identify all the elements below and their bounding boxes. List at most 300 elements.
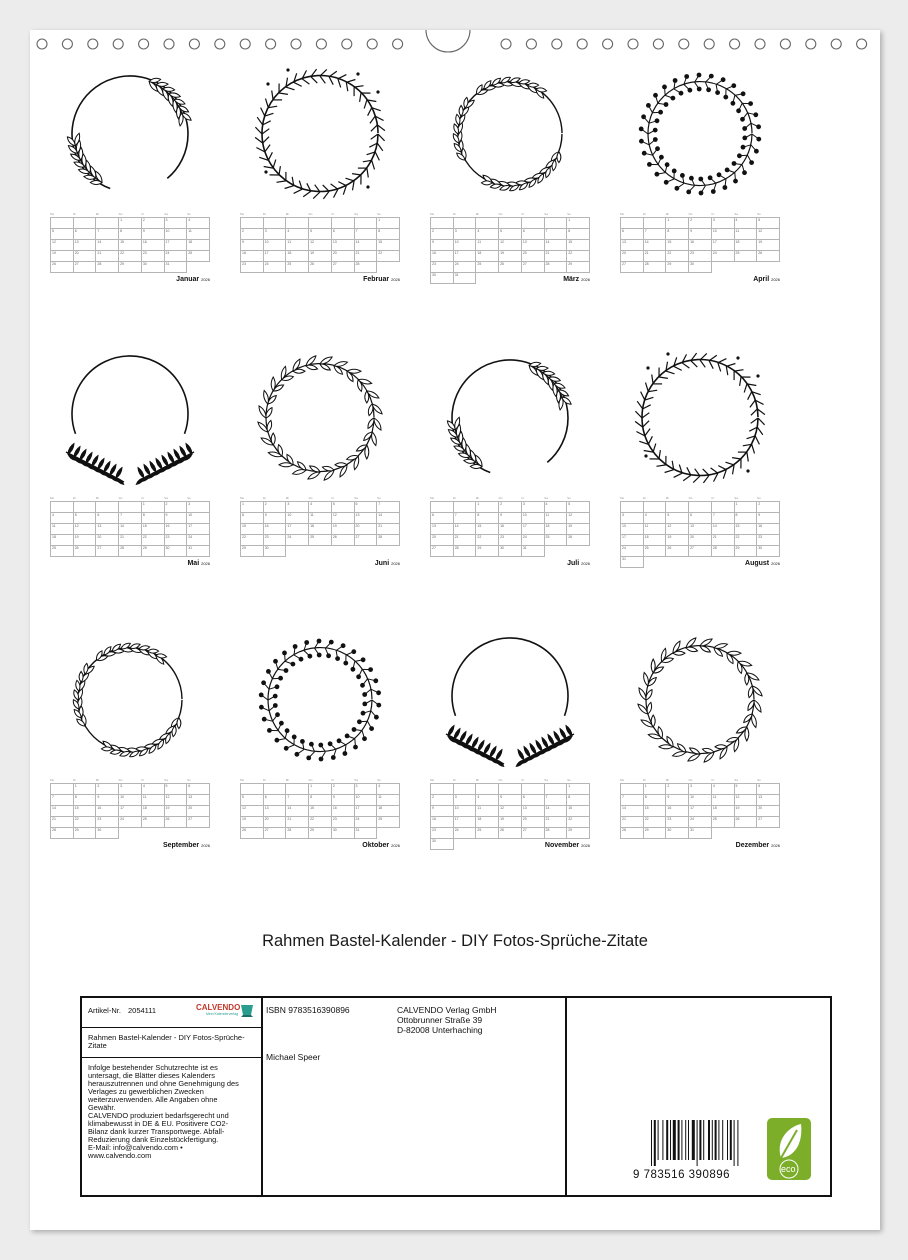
day-cell: 14 [643, 240, 666, 251]
legal-text [82, 1058, 261, 1160]
weekday-header [430, 212, 590, 217]
day-cell: 18 [309, 524, 332, 535]
weekday-label: Do [308, 778, 313, 782]
day-cell: 14 [544, 240, 567, 251]
day-cell: 17 [711, 240, 734, 251]
day-cell: 14 [377, 513, 400, 524]
day-cell: 8 [141, 513, 164, 524]
month-label [176, 276, 210, 283]
day-cell: 7 [621, 795, 644, 806]
day-cell: 24 [187, 535, 210, 546]
week-row [431, 262, 590, 273]
day-cell: 28 [643, 262, 666, 273]
month-grid [50, 212, 210, 273]
day-cell: 10 [286, 513, 309, 524]
day-cell: 23 [241, 262, 264, 273]
day-cell: 22 [141, 535, 164, 546]
binding-hole [342, 39, 352, 49]
calendar-title: Rahmen Bastel-Kalender - DIY Fotos-Sprüche-Zitate [262, 932, 648, 950]
day-cell: 4 [544, 502, 567, 513]
binding-hole [316, 39, 326, 49]
publisher-line: Ottobrunner Straße 39 [397, 1015, 483, 1025]
day-cell: 31 [689, 828, 712, 839]
month-label [736, 842, 780, 849]
day-cell: 4 [187, 218, 210, 229]
week-row [621, 535, 780, 546]
day-cell: 19 [666, 535, 689, 546]
week-row [51, 828, 210, 839]
day-cell: 12 [331, 513, 354, 524]
day-cell: 11 [141, 795, 164, 806]
day-cell: 5 [757, 218, 780, 229]
day-cell: 7 [96, 229, 119, 240]
month-label [375, 560, 400, 567]
day-cell: 22 [241, 535, 264, 546]
day-cell: 20 [757, 806, 780, 817]
week-row [621, 546, 780, 557]
weekday-label: Sa [544, 496, 548, 500]
day-cell: 14 [96, 240, 119, 251]
week-row [431, 218, 590, 229]
day-cell: 13 [621, 240, 644, 251]
legal-line: CALVENDO produziert bedarfsgerecht und [88, 1111, 229, 1120]
day-cell: 1 [73, 784, 96, 795]
day-cell [499, 218, 522, 229]
binding-hole [266, 39, 276, 49]
week-row [51, 784, 210, 795]
weekday-label: Mi [475, 212, 479, 216]
day-cell: 30 [431, 273, 454, 284]
day-cell: 19 [309, 251, 332, 262]
month-grid [430, 212, 590, 284]
legal-line: Bilanz dank kurzer Transportwege. Abfall- [88, 1127, 225, 1136]
day-cell: 16 [241, 251, 264, 262]
empty-cell [476, 839, 499, 850]
weekday-label: Mi [285, 212, 289, 216]
day-cell: 12 [499, 240, 522, 251]
weekday-label: Mo [50, 496, 55, 500]
week-row [241, 535, 400, 546]
empty-cell [734, 262, 757, 273]
day-cell: 30 [263, 546, 286, 557]
empty-cell [187, 262, 210, 273]
binding-hole [831, 39, 841, 49]
week-row [51, 502, 210, 513]
day-cell: 30 [499, 546, 522, 557]
month-8 [620, 346, 780, 581]
day-cell: 19 [73, 535, 96, 546]
day-cell: 12 [73, 524, 96, 535]
month-name: Februar [363, 276, 390, 283]
day-cell: 14 [354, 240, 377, 251]
week-row [621, 218, 780, 229]
day-cell: 26 [666, 546, 689, 557]
day-cell: 12 [734, 795, 757, 806]
day-cell: 23 [141, 251, 164, 262]
binding-hole [857, 39, 867, 49]
day-cell [711, 502, 734, 513]
barcode-bar [718, 1120, 719, 1160]
weekday-label: Fr [711, 496, 715, 500]
barcode-bar [654, 1120, 656, 1166]
day-cell: 29 [643, 828, 666, 839]
week-row [621, 817, 780, 828]
week-row [51, 795, 210, 806]
day-cell [453, 218, 476, 229]
day-cell: 4 [286, 229, 309, 240]
day-cell: 26 [309, 262, 332, 273]
binding-hole [37, 39, 47, 49]
day-cell: 16 [757, 524, 780, 535]
weekday-header [50, 212, 210, 217]
day-cell: 3 [689, 784, 712, 795]
day-cell: 18 [286, 251, 309, 262]
day-cell: 22 [119, 251, 142, 262]
day-cell: 28 [119, 546, 142, 557]
month-grid [50, 778, 210, 839]
weekday-label: Di [262, 212, 266, 216]
day-cell: 28 [544, 828, 567, 839]
barcode-bar [722, 1120, 723, 1160]
day-cell: 24 [621, 546, 644, 557]
weekday-label: Di [72, 778, 76, 782]
month-year: 2026 [771, 277, 780, 282]
day-cell: 6 [187, 784, 210, 795]
day-cell: 29 [476, 546, 499, 557]
binding-hole [730, 39, 740, 49]
day-cell [431, 502, 454, 513]
calvendo-logo-text: CALVENDO [196, 1003, 241, 1012]
day-cell: 16 [431, 251, 454, 262]
day-cell: 9 [141, 229, 164, 240]
month-name: Juli [567, 560, 580, 567]
day-cell: 1 [377, 218, 400, 229]
barcode-bar [670, 1120, 671, 1160]
day-cell: 27 [73, 262, 96, 273]
day-cell: 9 [499, 513, 522, 524]
day-cell: 17 [263, 251, 286, 262]
weekday-header [620, 778, 780, 783]
day-cell: 3 [453, 229, 476, 240]
month-12 [620, 628, 780, 863]
day-cell: 20 [689, 535, 712, 546]
weekday-label: Fr [521, 778, 525, 782]
weekday-label: Sa [734, 778, 738, 782]
day-cell [453, 784, 476, 795]
day-cell: 31 [354, 828, 377, 839]
weekday-label: Mo [240, 496, 245, 500]
day-cell: 26 [734, 817, 757, 828]
binding-hole [526, 39, 536, 49]
day-cell: 14 [711, 524, 734, 535]
day-cell: 18 [377, 806, 400, 817]
day-cell: 3 [164, 218, 187, 229]
day-cell: 19 [241, 817, 264, 828]
day-cell [263, 784, 286, 795]
weekday-label: Mi [95, 212, 99, 216]
day-cell: 19 [51, 251, 74, 262]
day-cell: 7 [711, 513, 734, 524]
week-row [431, 806, 590, 817]
weekday-label: Di [642, 778, 646, 782]
weekday-label: Mo [430, 778, 435, 782]
week-row [431, 502, 590, 513]
wreath-leaf-three [58, 628, 202, 772]
wreath-berry-ring [248, 628, 392, 772]
day-cell: 21 [453, 535, 476, 546]
month-grid [620, 778, 780, 839]
binding-hole [653, 39, 663, 49]
day-table [620, 217, 780, 273]
weekday-label: Fr [141, 496, 145, 500]
week-row [241, 524, 400, 535]
barcode-bar [688, 1120, 689, 1160]
barcode-bar [685, 1120, 686, 1160]
day-cell: 17 [621, 535, 644, 546]
info-column-barcode [567, 998, 830, 1195]
weekday-label: So [377, 212, 381, 216]
day-cell: 21 [544, 817, 567, 828]
day-cell: 19 [164, 806, 187, 817]
weekday-label: Mi [95, 496, 99, 500]
barcode [651, 1120, 745, 1166]
day-cell: 4 [141, 784, 164, 795]
day-cell: 10 [164, 229, 187, 240]
day-cell: 7 [354, 229, 377, 240]
day-cell: 29 [119, 262, 142, 273]
month-label [753, 276, 780, 283]
week-row [621, 795, 780, 806]
weekday-label: Fr [141, 778, 145, 782]
month-7 [430, 346, 590, 581]
month-year: 2026 [581, 843, 590, 848]
day-cell: 31 [453, 273, 476, 284]
day-cell [431, 784, 454, 795]
day-cell: 5 [241, 795, 264, 806]
day-cell: 26 [567, 535, 590, 546]
day-cell [476, 784, 499, 795]
weekday-label: Do [308, 212, 313, 216]
day-cell: 4 [309, 502, 332, 513]
week-row [431, 535, 590, 546]
weekday-label: Sa [354, 212, 358, 216]
empty-cell [354, 546, 377, 557]
barcode-bar [715, 1120, 717, 1160]
empty-cell [377, 262, 400, 273]
day-cell: 30 [164, 546, 187, 557]
weekday-header [240, 496, 400, 501]
weekday-label: Fr [521, 496, 525, 500]
day-cell: 18 [476, 817, 499, 828]
day-cell: 12 [309, 240, 332, 251]
empty-cell [453, 839, 476, 850]
day-cell: 31 [164, 262, 187, 273]
day-cell: 30 [431, 839, 454, 850]
empty-cell [476, 273, 499, 284]
day-cell: 3 [453, 795, 476, 806]
publisher-line: D-82008 Unterhaching [397, 1025, 483, 1035]
empty-cell [757, 828, 780, 839]
eco-badge [767, 1118, 811, 1180]
day-cell: 24 [164, 251, 187, 262]
weekday-header [50, 778, 210, 783]
day-cell: 24 [521, 535, 544, 546]
barcode-bar [699, 1120, 701, 1160]
day-table [50, 783, 210, 839]
day-cell: 11 [309, 513, 332, 524]
day-cell: 17 [453, 817, 476, 828]
day-cell: 29 [73, 828, 96, 839]
weekday-label: Mo [620, 212, 625, 216]
weekday-header [620, 212, 780, 217]
day-cell: 23 [666, 817, 689, 828]
day-cell: 22 [73, 817, 96, 828]
day-cell [431, 218, 454, 229]
binding-hole [603, 39, 613, 49]
weekday-label: Fr [521, 212, 525, 216]
day-cell: 16 [499, 524, 522, 535]
day-cell: 7 [377, 502, 400, 513]
day-cell: 11 [643, 524, 666, 535]
weekday-label: Mi [665, 778, 669, 782]
month-name: November [544, 842, 580, 849]
day-cell: 10 [187, 513, 210, 524]
day-cell: 3 [621, 513, 644, 524]
empty-cell [757, 262, 780, 273]
day-cell [621, 502, 644, 513]
day-cell: 24 [119, 817, 142, 828]
weekday-label: Mi [475, 496, 479, 500]
binding-hole [139, 39, 149, 49]
weekday-label: Mi [285, 778, 289, 782]
day-cell: 21 [51, 817, 74, 828]
day-cell: 8 [73, 795, 96, 806]
binding-hole [393, 39, 403, 49]
empty-cell [164, 828, 187, 839]
article-row [82, 998, 261, 1028]
week-row [621, 524, 780, 535]
week-row [431, 251, 590, 262]
day-cell: 10 [263, 240, 286, 251]
day-cell: 1 [476, 502, 499, 513]
day-cell: 5 [734, 784, 757, 795]
legal-line: E-Mail: info@calvendo.com • [88, 1143, 183, 1152]
week-row [51, 806, 210, 817]
day-cell: 5 [331, 502, 354, 513]
day-cell: 4 [734, 218, 757, 229]
day-cell: 30 [757, 546, 780, 557]
day-cell: 11 [476, 806, 499, 817]
weekday-label: So [567, 212, 571, 216]
day-cell: 8 [476, 513, 499, 524]
weekday-label: So [187, 496, 191, 500]
day-cell: 28 [377, 535, 400, 546]
empty-cell [643, 557, 666, 568]
day-cell: 25 [141, 817, 164, 828]
day-cell: 1 [666, 218, 689, 229]
day-cell: 7 [643, 229, 666, 240]
day-cell [544, 784, 567, 795]
day-cell: 27 [521, 262, 544, 273]
week-row [621, 513, 780, 524]
day-cell: 6 [96, 513, 119, 524]
info-box [80, 996, 832, 1197]
day-cell [73, 502, 96, 513]
day-cell: 1 [141, 502, 164, 513]
day-table [620, 501, 780, 568]
weekday-label: Mo [240, 778, 245, 782]
week-row [51, 251, 210, 262]
week-row [241, 828, 400, 839]
day-cell: 5 [499, 229, 522, 240]
day-cell: 13 [73, 240, 96, 251]
day-cell: 27 [331, 262, 354, 273]
month-label [187, 560, 210, 567]
binding-hole [679, 39, 689, 49]
weekday-label: Mi [95, 778, 99, 782]
binding-hole [755, 39, 765, 49]
legal-line: Reduzierung dank Einzelstückfertigung. [88, 1135, 219, 1144]
day-cell: 11 [476, 240, 499, 251]
weekday-label: Sa [354, 496, 358, 500]
month-label [563, 276, 590, 283]
weekday-label: Fr [141, 212, 145, 216]
day-cell: 13 [689, 524, 712, 535]
day-cell: 27 [521, 828, 544, 839]
wreath-leaf-three [438, 62, 582, 206]
day-cell: 4 [476, 795, 499, 806]
day-cell: 2 [689, 218, 712, 229]
day-cell: 11 [544, 513, 567, 524]
day-cell: 18 [711, 806, 734, 817]
day-cell: 5 [666, 513, 689, 524]
day-cell: 22 [377, 251, 400, 262]
day-cell: 25 [286, 262, 309, 273]
week-row [621, 262, 780, 273]
month-year: 2026 [771, 561, 780, 566]
day-cell: 3 [263, 229, 286, 240]
binding-hole [577, 39, 587, 49]
day-cell: 24 [354, 817, 377, 828]
day-cell: 25 [643, 546, 666, 557]
day-cell: 25 [51, 546, 74, 557]
week-row [241, 546, 400, 557]
day-table [620, 783, 780, 839]
week-row [241, 806, 400, 817]
month-label [363, 276, 400, 283]
day-cell: 3 [521, 502, 544, 513]
day-cell: 6 [521, 229, 544, 240]
product-title: Rahmen Bastel-Kalender - DIY Fotos-Sprüche-Zitate [82, 1028, 261, 1058]
day-cell: 27 [431, 546, 454, 557]
week-row [431, 795, 590, 806]
day-cell: 15 [567, 806, 590, 817]
day-cell: 25 [711, 817, 734, 828]
day-cell [51, 784, 74, 795]
day-cell: 11 [286, 240, 309, 251]
weekday-label: Mi [665, 212, 669, 216]
day-cell: 13 [331, 240, 354, 251]
weekday-label: So [567, 496, 571, 500]
day-cell: 22 [567, 817, 590, 828]
day-cell: 20 [73, 251, 96, 262]
empty-cell [689, 557, 712, 568]
day-cell: 9 [431, 806, 454, 817]
weekday-label: Sa [164, 212, 168, 216]
month-year: 2026 [581, 561, 590, 566]
publisher-address [397, 1005, 497, 1035]
week-row [241, 229, 400, 240]
